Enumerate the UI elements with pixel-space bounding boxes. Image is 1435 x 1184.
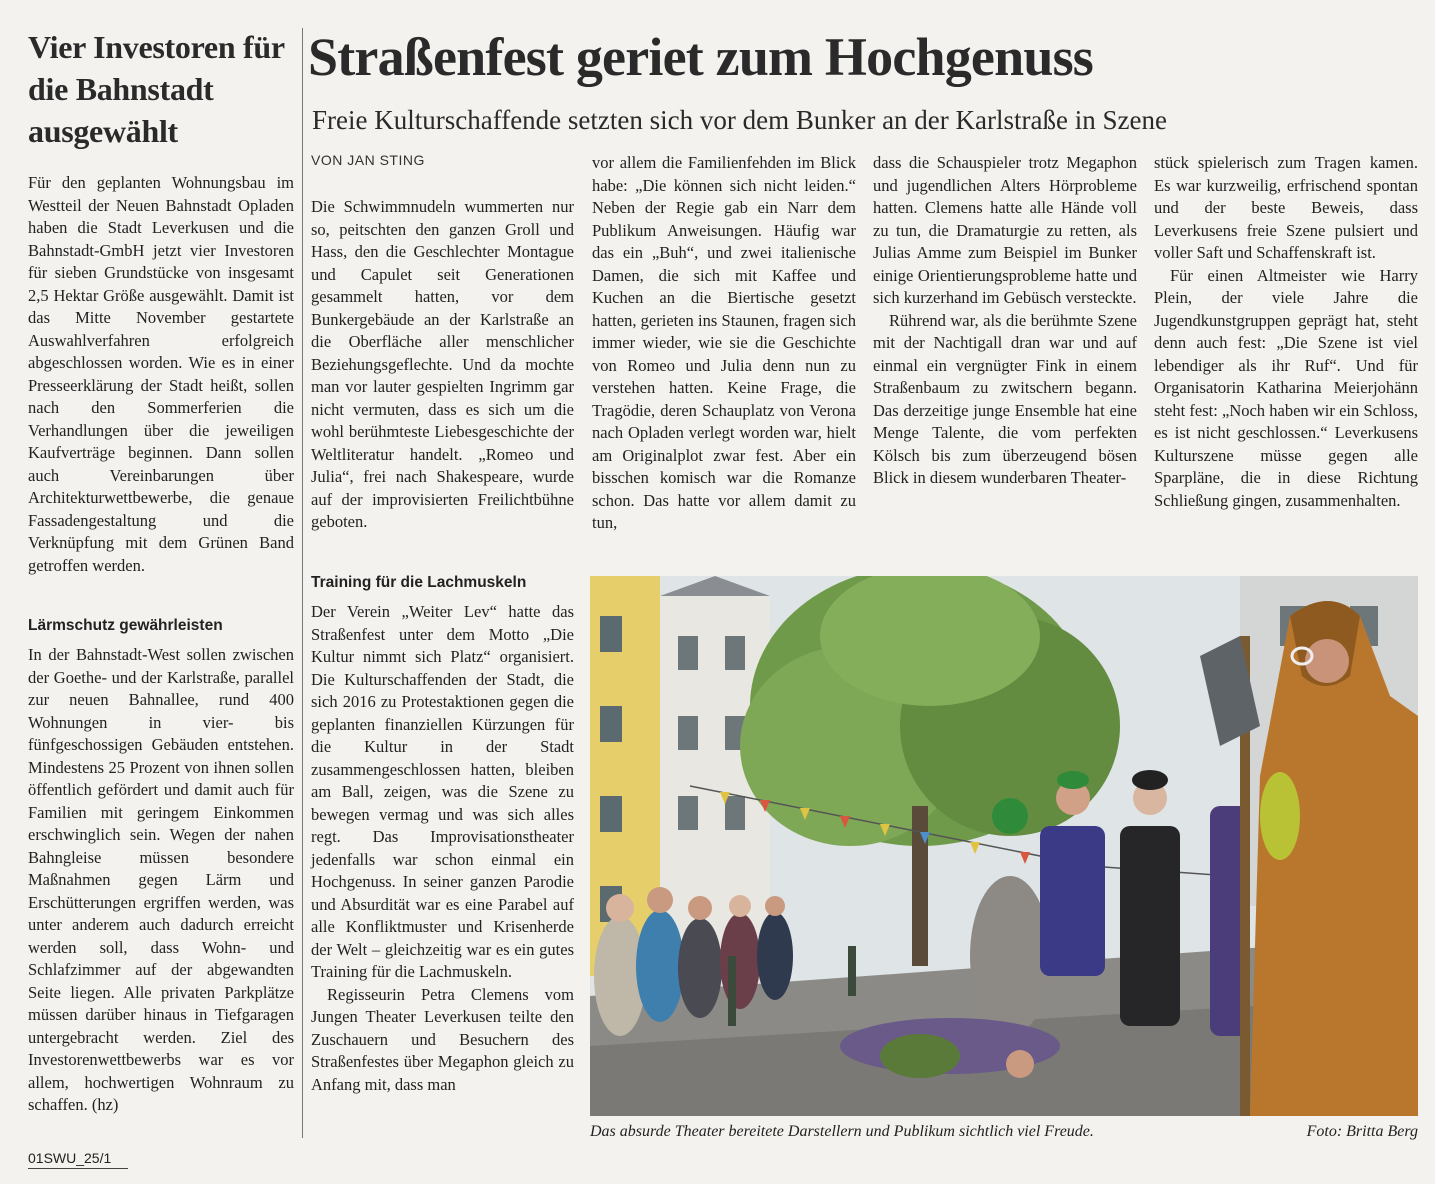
side-article-paragraph: Für den geplanten Wohnungsbau im Westteil der Neuen Bahnstadt Opladen haben die Stadt Leverkusen und die Bahnstadt-GmbH jetzt vier Investoren für sieben Grundstücke von insgesamt 2,5 Hektar Größe ausgewählt. Damit ist das Mitte November gestartete Auswahlverfahren erfolgreich abgeschlossen worden. Wie es in einer Presseerklärung der Stadt heißt, sollen nach den Sommerferien die Verhandlungen über die jeweiligen Kaufverträge beginnen. Dann sollen auch Vereinbarungen über Architekturwettbewerbe, die genaue Fassadengestaltung und die Verknüpfung mit dem Grünen Band getroffen werden. (28, 173, 294, 575)
main-column-3 (873, 152, 1137, 490)
main-paragraph: Rührend war, als die berühmte Szene mit der Nachtigall dran war und auf einmal ein vergnügter Fink in einem Straßenbaum zu zwitschern begann. Das derzeitige junge Ensemble hat eine Menge Talente, die vom perfekten Kölsch bis zum überzeugend bösen Blick in diesem wunderbaren Theater- (873, 310, 1137, 487)
side-article-body-2 (28, 644, 294, 1117)
main-paragraph: dass die Schauspieler trotz Megaphon und jugendlichen Alters Hörprobleme hatten. Clemens hatte alle Hände voll zu tun, die Dramaturgie zu retten, als Julias Amme zum Beispiel im Bunker einige Orientierungsprobleme hatte und sich kurzerhand im Gebüsch versteckte. (873, 153, 1137, 307)
byline: VON JAN STING (311, 152, 425, 168)
main-paragraph: stück spielerisch zum Tragen kamen. Es war kurzweilig, erfrischend spontan und der beste Beweis, dass Leverkusens freie Szene pulsiert und voller Saft und Schaffenskraft ist. (1154, 153, 1418, 262)
main-subhead: Training für die Lachmuskeln (311, 574, 527, 591)
photo-caption: Das absurde Theater bereitete Darstellern und Publikum sichtlich viel Freude. (590, 1123, 1094, 1140)
main-column-1 (311, 196, 574, 534)
photo-credit: Foto: Britta Berg (1306, 1123, 1418, 1140)
main-paragraph: Der Verein „Weiter Lev“ hatte das Straßenfest unter dem Motto „Die Kultur nimmt sich Platz“ organisiert. Die Kulturschaffenden der Stadt, die sich 2016 zu Protestaktionen gegen die geplanten finanziellen Kürzungen für die Kultur in der Stadt zusammengeschlossen hatten, bleiben am Ball, zeigen, was die Szene zu bewegen vermag und was sich alles regt. Das Improvisationstheater jedenfalls war schon einmal ein Hochgenuss. In seiner ganzen Parodie und Absurdität war es eine Parabel auf alle Konfliktmuster und Krisenherde der Welt – gleichzeitig war es ein gutes Training für die Lachmuskeln. (311, 602, 574, 981)
main-paragraph: Die Schwimmnudeln wummerten nur so, peitschten den ganzen Groll und Hass, den die Geschlechter Montague und Capulet seit Generationen gesammelt hatten, vor dem Bunkergebäude an der Karlstraße an die Oberfläche aller menschlicher Beziehungsgeflechte. Und da mochte man vor lauter gespielten Ingrimm gar nicht vermuten, dass es sich um die wohl berühmteste Liebesgeschichte der Weltliteratur handelt. „Romeo und Julia“, frei nach Shakespeare, wurde auf der improvisierten Freilichtbühne geboten. (311, 197, 574, 531)
column-divider (302, 28, 303, 1138)
main-paragraph: Regisseurin Petra Clemens vom Jungen Theater Leverkusen teilte den Zuschauern und Besuchern des Straßenfestes über Megaphon gleich zu Anfang mit, dass man (311, 984, 574, 1094)
page-code: 01SWU_25/1 (28, 1150, 112, 1166)
side-article-subhead: Lärmschutz gewährleisten (28, 617, 223, 634)
main-paragraph: Für einen Altmeister wie Harry Plein, der viele Jahre die Jugendkunstgruppen geprägt hat, steht denn auch fest: „Die Szene ist viel lebendiger als ihr Ruf“. Und für Organisatorin Katharina Meierjohänn steht fest: „Noch haben wir ein Schloss, es ist nicht geschlossen.“ Leverkusens Kulturszene müsse gegen alle Sparpläne, die in diese Richtung Schließung gingen, zusammenhalten. (1154, 265, 1418, 510)
article-photo (590, 576, 1418, 1116)
footer-rule (28, 1168, 128, 1169)
main-column-1b (311, 601, 574, 1096)
main-paragraph: vor allem die Familienfehden im Blick habe: „Die können sich nicht leiden.“ Neben der Regie gab ein Narr dem Publikum Anweisungen. Häufig war das ein „Buh“, und zwei italienische Damen, die sich mit Kaffee und Kuchen an die Biertische gesetzt hatten, gerieten ins Staunen, fragen sich immer wieder, wie sie die Geschichte von Romeo und Julia denn nun zu verstehen hatten. Keine Frage, die Tragödie, deren Schauplatz von Verona nach Opladen verlegt worden war, hielt am Originalplot zwar fest. Aber ein bisschen komisch war die Romanze schon. Das hatte vor allem damit zu tun, (592, 153, 856, 532)
main-article-subheadline: Freie Kulturschaffende setzten sich vor dem Bunker an der Karlstraße in Szene (312, 105, 1167, 135)
side-article-body (28, 172, 294, 577)
side-article-paragraph: In der Bahnstadt-West sollen zwischen der Goethe- und der Karlstraße, parallel zur neuen Bahnallee, rund 400 Wohnungen in vier- bis fünfgeschossigen Gebäuden entstehen. Mindestens 25 Prozent von ihnen sollen öffentlich gefördert und damit auch für Familien mit geringem Einkommen erschwinglich sein. Wegen der nahen Bahngleise müssen besondere Maßnahmen gegen Lärm und Erschütterungen ergriffen werden, was unter anderem auch dadurch erreicht werden soll, dass Wohn- und Schlafzimmer auf der abgewandten Seite liegen. Alle privaten Parkplätze müssen darüber hinaus in Tiefgaragen untergebracht werden. Ziel des Investorenwettbewerbs war es vor allem, hochwertigen Wohnraum zu schaffen. (hz) (28, 645, 294, 1114)
photo-caption-bar (590, 1120, 1418, 1146)
main-column-2 (592, 152, 856, 535)
main-column-4 (1154, 152, 1418, 512)
main-article-headline: Straßenfest geriet zum Hochgenuss (308, 27, 1093, 87)
side-article-headline: Vier Investoren für die Bahnstadt ausgewählt (28, 29, 285, 149)
